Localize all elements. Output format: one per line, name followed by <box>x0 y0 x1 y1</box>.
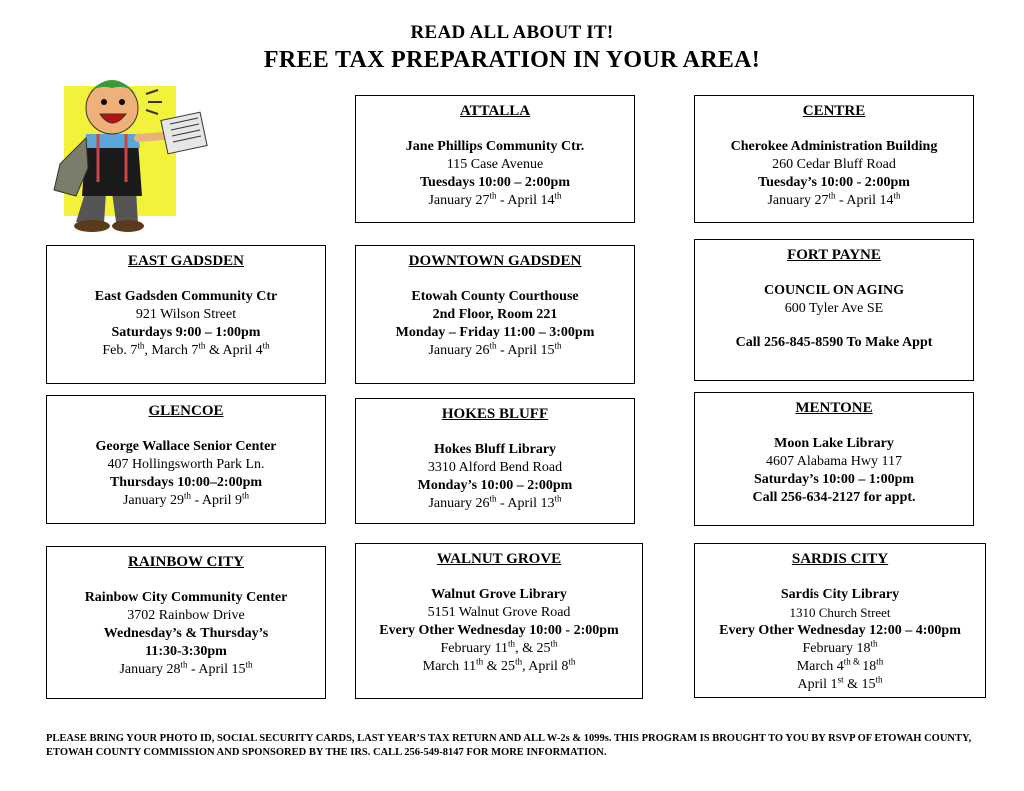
footer-note: PLEASE BRING YOUR PHOTO ID, SOCIAL SECURITY CARDS, LAST YEAR’S TAX RETURN AND ALL W-2s & 1099s. THIS PROGRAM IS BROUGHT TO YOU BY RSVP OF ETOWAH COUNTY, ETOWAH COUNTY COMMISSION AND SPONSORED BY THE IRS. CALL 256-549-8147 FOR MORE INFORMATION. <box>46 733 972 758</box>
site-card-mentone <box>694 392 974 526</box>
site-card-hokes-bluff <box>355 398 635 524</box>
site-town: RAINBOW CITY <box>128 554 244 570</box>
site-town: GLENCOE <box>148 403 224 419</box>
site-dates-2: March $4^{th \&}$ 18th <box>796 656 884 674</box>
page-heading: READ ALL ABOUT IT! <box>410 22 614 43</box>
site-town: FORT PAYNE <box>787 247 881 263</box>
site-card-walnut-grove <box>355 543 643 699</box>
site-hours: Wednesday’s & Thursday’s <box>103 626 269 641</box>
site-dates: January 27th - April 14th <box>767 190 901 208</box>
site-card-fort-payne <box>694 239 974 381</box>
site-town: CENTRE <box>802 103 866 119</box>
site-venue: COUNCIL ON AGING <box>763 283 905 298</box>
site-hours-time: 11:30-3:30pm <box>145 644 227 659</box>
site-venue: Moon Lake Library <box>774 436 894 451</box>
site-town: HOKES BLUFF <box>441 406 549 422</box>
site-card-downtown-gadsden <box>355 245 635 384</box>
site-venue: Jane Phillips Community Ctr. <box>405 139 585 154</box>
site-card-sardis-city <box>694 543 986 698</box>
site-town: EAST GADSDEN <box>127 253 244 269</box>
site-dates: January 26th - April 15th <box>428 340 562 358</box>
site-dates-3: April 1st & 15th <box>797 674 883 692</box>
site-address: 407 Hollingsworth Park Ln. <box>107 457 265 472</box>
site-venue: George Wallace Senior Center <box>95 439 277 454</box>
site-dates: January 29th - April 9th <box>122 490 250 508</box>
site-card-rainbow-city <box>46 546 326 699</box>
site-address: 600 Tyler Ave SE <box>784 301 884 316</box>
site-call: Call 256-845-8590 To Make Appt <box>735 335 933 350</box>
site-hours: Every Other Wednesday 10:00 - 2:00pm <box>379 623 619 638</box>
site-venue: East Gadsden Community Ctr <box>94 289 278 304</box>
site-venue: Walnut Grove Library <box>431 587 567 602</box>
site-venue: Hokes Bluff Library <box>433 442 557 457</box>
site-address: 4607 Alabama Hwy 117 <box>766 454 902 469</box>
newsboy-icon <box>46 72 246 232</box>
site-town: ATTALLA <box>459 103 531 119</box>
site-hours: Tuesdays 10:00 – 2:00pm <box>419 175 570 190</box>
site-card-attalla <box>355 95 635 223</box>
site-dates: Feb. 7th, March 7th & April 4th <box>102 340 270 358</box>
site-address: 260 Cedar Bluff Road <box>772 157 896 172</box>
site-hours: Every Other Wednesday 12:00 – 4:00pm <box>719 623 961 638</box>
site-address: 3310 Alford Bend Road <box>427 460 563 475</box>
site-venue: Rainbow City Community Center <box>84 590 288 605</box>
site-hours: Monday’s 10:00 – 2:00pm <box>417 478 573 493</box>
site-address: 115 Case Avenue <box>446 157 544 172</box>
site-dates-2: March 11th & 25th, April 8th <box>422 656 576 674</box>
site-hours: Thursdays 10:00–2:00pm <box>109 475 263 490</box>
site-address: 3702 Rainbow Drive <box>127 608 245 623</box>
site-town: WALNUT GROVE <box>436 551 562 567</box>
site-call: Call 256-634-2127 for appt. <box>752 490 916 505</box>
site-hours: Monday – Friday 11:00 – 3:00pm <box>395 325 595 340</box>
site-card-centre <box>694 95 974 223</box>
site-address: 1310 Church Street <box>789 605 891 620</box>
site-hours: Saturday’s 10:00 – 1:00pm <box>753 472 915 487</box>
site-card-glencoe <box>46 395 326 524</box>
site-town: DOWNTOWN GADSDEN <box>408 253 582 269</box>
page-title: FREE TAX PREPARATION IN YOUR AREA! <box>263 47 761 73</box>
site-dates: February 18th <box>802 638 878 656</box>
site-dates: January 26th - April 13th <box>428 493 562 511</box>
site-dates: January 28th - April 15th <box>119 659 253 677</box>
site-town: MENTONE <box>795 400 873 416</box>
site-card-east-gadsden <box>46 245 326 384</box>
site-address: 921 Wilson Street <box>135 307 237 322</box>
site-hours: Saturdays 9:00 – 1:00pm <box>111 325 261 340</box>
site-dates: January 27th - April 14th <box>428 190 562 208</box>
site-hours: Tuesday’s 10:00 - 2:00pm <box>758 175 910 190</box>
site-venue: Etowah County Courthouse <box>411 289 579 304</box>
site-venue: Sardis City Library <box>780 587 900 602</box>
site-venue: Cherokee Administration Building <box>730 139 938 154</box>
site-town: SARDIS CITY <box>791 551 889 567</box>
site-address: 5151 Walnut Grove Road <box>427 605 571 620</box>
site-dates: February 11th, & 25th <box>440 638 558 656</box>
site-venue-room: 2nd Floor, Room 221 <box>432 307 558 322</box>
